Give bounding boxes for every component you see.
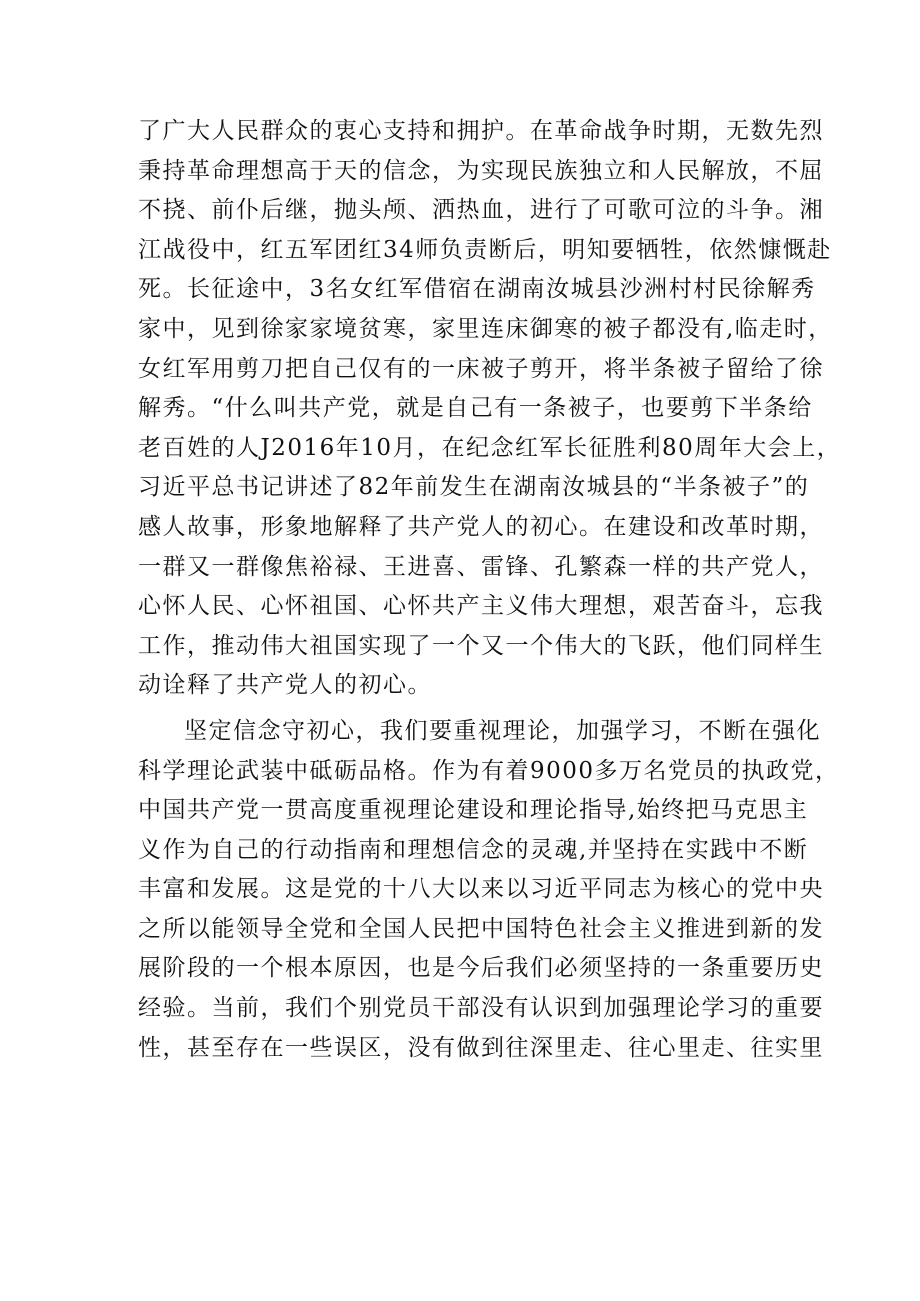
paragraph-line: 江战役中，红五军团红34师负责断后，明知要牺牲，依然慷慨赴	[138, 236, 832, 263]
paragraph-line: 解秀。“什么叫共产党，就是自己有一条被子，也要剪下半条给	[138, 395, 813, 422]
paragraph-line: 之所以能领导全党和全国人民把中国特色社会主义推进到新的发	[138, 915, 824, 942]
document-body	[138, 112, 842, 1068]
paragraph-line: 家中，见到徐家家境贫寒，家里连床御寒的被子都没有,临走时，	[138, 315, 833, 342]
paragraph-line: 中国共产党一贯高度重视理论建设和理论指导,始终把马克思主	[138, 797, 809, 824]
paragraph-line: 坚定信念守初心，我们要重视理论，加强学习，不断在强化	[184, 717, 821, 744]
paragraph-line: 义作为自己的行动指南和理想信念的灵魂,并坚持在实践中不断	[138, 836, 809, 863]
paragraph-line: 感人故事，形象地解释了共产党人的初心。在建设和改革时期，	[138, 513, 824, 540]
paragraph-line: 工作，推动伟大祖国实现了一个又一个伟大的飞跃，他们同样生	[138, 632, 824, 659]
paragraph-line: 经验。当前，我们个别党员干部没有认识到加强理论学习的重要	[138, 995, 824, 1022]
paragraph-line: 展阶段的一个根本原因，也是今后我们必须坚持的一条重要历史	[138, 955, 824, 982]
paragraph-line: 秉持革命理想高于天的信念，为实现民族独立和人民解放，不屈	[138, 157, 824, 184]
paragraph-line: 动诠释了共产党人的初心。	[138, 672, 432, 699]
paragraph-line: 科学理论武装中砥砺品格。作为有着9000多万名党员的执政党，	[138, 757, 840, 784]
paragraph-line: 老百姓的人J2016年10月，在纪念红军长征胜利80周年大会上，	[138, 434, 842, 461]
paragraph-line: 一群又一群像焦裕禄、王进喜、雷锋、孔繁森一样的共产党人，	[138, 553, 824, 580]
paragraph-line: 死。长征途中，3名女红军借宿在湖南汝城县沙洲村村民徐解秀	[138, 276, 816, 303]
paragraph-line: 习近平总书记讲述了82年前发生在湖南汝城县的“半条被子”的	[138, 474, 810, 501]
paragraph-line: 不挠、前仆后继，抛头颅、洒热血，进行了可歌可泣的斗争。湘	[138, 197, 824, 224]
paragraph-line: 心怀人民、心怀祖国、心怀共产主义伟大理想，艰苦奋斗，忘我	[138, 593, 824, 620]
paragraph-line: 女红军用剪刀把自己仅有的一床被子剪开，将半条被子留给了徐	[138, 355, 824, 382]
paragraph-line: 性，甚至存在一些误区，没有做到往深里走、往心里走、往实里	[138, 1034, 824, 1061]
paragraph-line: 了广大人民群众的衷心支持和拥护。在革命战争时期，无数先烈	[138, 118, 824, 144]
paragraph-line: 丰富和发展。这是党的十八大以来以习近平同志为核心的党中央	[138, 876, 824, 903]
paragraph-1	[138, 112, 842, 706]
paragraph-2	[138, 712, 840, 1068]
